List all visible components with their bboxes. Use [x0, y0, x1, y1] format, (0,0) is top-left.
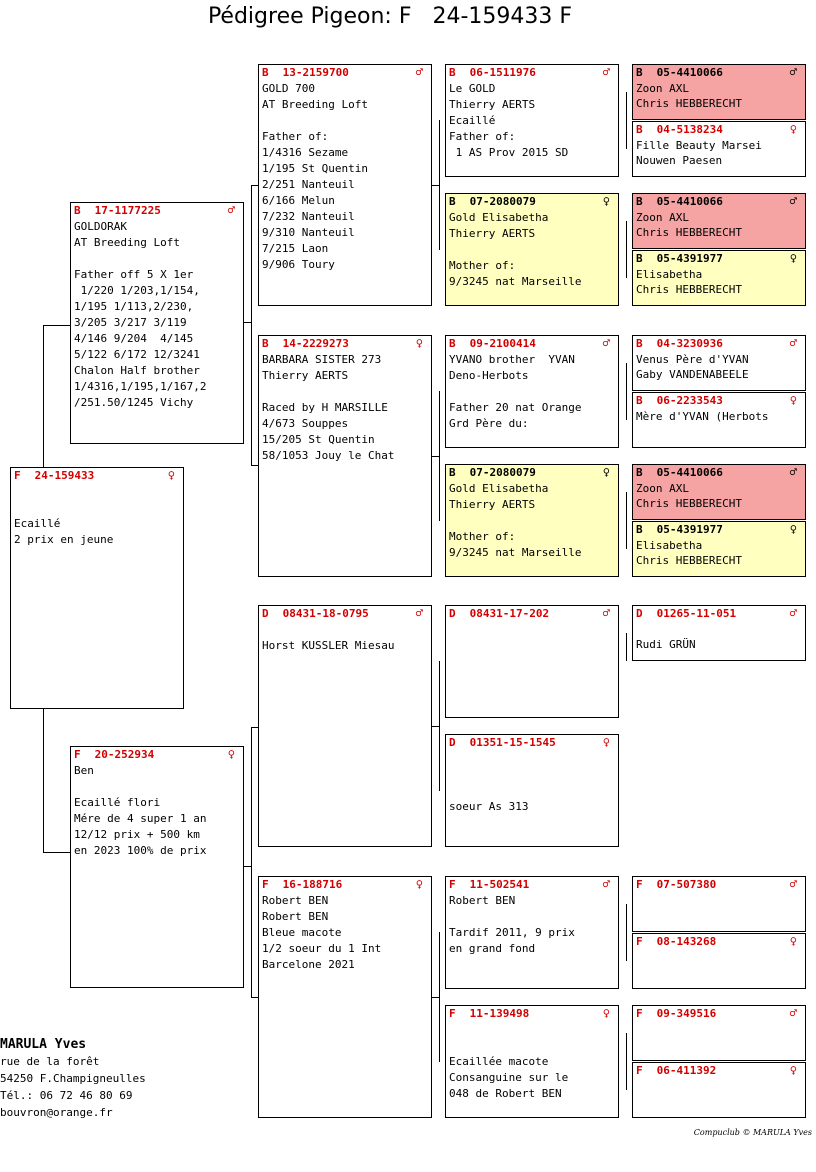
male-symbol-icon: ♂: [789, 465, 797, 479]
note-line: Thierry AERTS: [449, 498, 536, 511]
note-line: [262, 622, 431, 638]
note-line: Grd Père du:: [449, 417, 529, 430]
owner-address-city: 54250 F.Champigneulles: [0, 1072, 146, 1085]
ring-number: 08431-17-202: [469, 607, 550, 620]
ring-header: [633, 251, 805, 267]
father-card[interactable]: [70, 202, 244, 444]
connector-line: [626, 633, 627, 661]
note-line: Thierry AERTS: [449, 98, 536, 111]
ring-number: 04-3230936: [656, 337, 723, 350]
ring-number: 05-4391977: [656, 523, 723, 536]
ring-header: [633, 934, 805, 950]
note-line: [449, 783, 618, 799]
great-great-grandparent-card[interactable]: [632, 605, 806, 661]
ring-header: [71, 203, 243, 219]
connector-line: [43, 852, 70, 853]
great-grandparent-card[interactable]: [445, 876, 619, 989]
connector-line: [432, 456, 439, 457]
note-line: Chris HEBBERECHT: [636, 97, 742, 110]
note-line: GOLDORAK: [74, 220, 127, 233]
pigeon-notes: [446, 751, 618, 815]
note-line: Ecaillée macote: [449, 1055, 549, 1068]
great-grandparent-card[interactable]: [445, 335, 619, 448]
ring-number: 05-4410066: [656, 195, 723, 208]
connector-line: [251, 727, 258, 728]
ring-header: [446, 1006, 618, 1022]
mother-card[interactable]: [70, 746, 244, 988]
ring-prefix: D: [636, 607, 643, 620]
ring-number: 09-349516: [656, 1007, 717, 1020]
connector-line: [251, 997, 258, 998]
male-symbol-icon: ♂: [227, 203, 235, 217]
ring-prefix: F: [449, 878, 456, 891]
note-line: 5/122 6/172 12/3241: [74, 348, 200, 361]
ring-number: 01351-15-1545: [469, 736, 556, 749]
pigeon-notes: [633, 622, 805, 652]
connector-line: [439, 391, 440, 521]
female-symbol-icon: ♀: [789, 1063, 797, 1077]
pigeon-notes: [446, 1022, 618, 1102]
note-line: Mother of:: [449, 259, 516, 272]
note-line: Ben: [74, 764, 94, 777]
note-line: Le GOLD: [449, 82, 496, 95]
ring-prefix: F: [262, 878, 269, 891]
note-line: Gold Elisabetha: [449, 211, 549, 224]
footer-credit: Compuclub © MARULA Yves: [693, 1128, 812, 1137]
note-line: Father of:: [449, 130, 516, 143]
note-line: 1/4316,1/195,1/167,2: [74, 380, 207, 393]
note-line: 1/2 soeur du 1 Int: [262, 942, 382, 955]
female-symbol-icon: ♀: [789, 251, 797, 265]
note-line: 9/310 Nanteuil: [262, 226, 355, 239]
note-line: Tardif 2011, 9 prix: [449, 926, 575, 939]
note-line: GOLD 700: [262, 82, 315, 95]
note-line: Rudi GRÜN: [636, 638, 696, 651]
note-line: 2 prix en jeune: [14, 533, 114, 546]
male-symbol-icon: ♂: [602, 606, 610, 620]
note-line: [449, 751, 618, 767]
male-symbol-icon: ♂: [789, 65, 797, 79]
pigeon-notes: [446, 81, 618, 161]
great-grandparent-card[interactable]: [445, 464, 619, 577]
ring-prefix: F: [74, 748, 81, 761]
note-line: [449, 767, 618, 783]
connector-line: [439, 661, 440, 791]
pigeon-notes: [446, 481, 618, 561]
note-line: 1/220 1/203,1/154,: [74, 284, 200, 297]
ring-number: 09-2100414: [469, 337, 536, 350]
note-line: 58/1053 Jouy le Chat: [262, 449, 395, 462]
ring-number: 20-252934: [94, 748, 155, 761]
pigeon-notes: [259, 352, 431, 464]
note-line: Bleue macote: [262, 926, 342, 939]
note-line: AT Breeding Loft: [262, 98, 368, 111]
female-symbol-icon: ♀: [789, 122, 797, 136]
female-symbol-icon: ♀: [602, 735, 610, 749]
ring-prefix: B: [262, 337, 269, 350]
ring-number: 17-1177225: [94, 204, 161, 217]
connector-line: [626, 1033, 627, 1090]
connector-line: [439, 120, 440, 250]
connector-line: [432, 997, 439, 998]
note-line: Gaby VANDENABEELE: [636, 368, 749, 381]
note-line: 3/205 3/217 3/119: [74, 316, 187, 329]
great-great-grandparent-card[interactable]: [632, 1005, 806, 1061]
ring-prefix: B: [449, 195, 456, 208]
note-line: Chris HEBBERECHT: [636, 226, 742, 239]
ring-number: 11-139498: [469, 1007, 530, 1020]
pigeon-notes: [633, 352, 805, 382]
note-line: Ecaillé: [14, 517, 61, 530]
connector-line: [626, 363, 627, 420]
great-great-grandparent-card[interactable]: [632, 335, 806, 391]
note-line: Chris HEBBERECHT: [636, 283, 742, 296]
ring-number: 06-2233543: [656, 394, 723, 407]
pigeon-notes: [259, 893, 431, 973]
ring-prefix: F: [449, 1007, 456, 1020]
great-grandparent-card[interactable]: [445, 193, 619, 306]
ring-header: [446, 65, 618, 81]
great-great-grandparent-card[interactable]: [632, 121, 806, 177]
ring-header: [446, 735, 618, 751]
note-line: [636, 622, 805, 637]
ring-header: [446, 465, 618, 481]
pigeon-notes: [633, 481, 805, 511]
ring-prefix: D: [262, 607, 269, 620]
great-great-grandparent-card[interactable]: [632, 64, 806, 120]
pigeon-notes: [633, 267, 805, 297]
male-symbol-icon: ♂: [789, 194, 797, 208]
ring-number: 04-5138234: [656, 123, 723, 136]
note-line: [74, 779, 243, 795]
owner-block: [0, 1036, 146, 1121]
pigeon-notes: [633, 81, 805, 111]
ring-prefix: B: [449, 337, 456, 350]
owner-phone: Tél.: 06 72 46 80 69: [0, 1089, 133, 1102]
paternal-grandfather-card[interactable]: [258, 64, 432, 306]
male-symbol-icon: ♂: [789, 877, 797, 891]
note-line: 9/906 Toury: [262, 258, 335, 271]
note-line: [449, 1038, 618, 1054]
note-line: Robert BEN: [262, 894, 329, 907]
pigeon-notes: [259, 622, 431, 654]
ring-prefix: B: [636, 195, 643, 208]
note-line: 4/146 9/204 4/145: [74, 332, 194, 345]
ring-number: 06-1511976: [469, 66, 536, 79]
ring-header: [259, 336, 431, 352]
pigeon-notes: [633, 538, 805, 568]
note-line: Fille Beauty Marsei: [636, 139, 762, 152]
great-great-grandparent-card[interactable]: [632, 193, 806, 249]
note-line: /251.50/1245 Vichy: [74, 396, 194, 409]
connector-line: [43, 709, 44, 852]
pigeon-notes: [71, 763, 243, 859]
great-great-grandparent-card[interactable]: [632, 392, 806, 448]
ring-prefix: B: [449, 466, 456, 479]
note-line: Father of:: [262, 130, 329, 143]
ring-header: [71, 747, 243, 763]
ring-prefix: B: [449, 66, 456, 79]
note-line: Elisabetha: [636, 268, 703, 281]
note-line: [74, 251, 243, 267]
ring-prefix: F: [14, 469, 21, 482]
female-symbol-icon: ♀: [415, 877, 423, 891]
ring-number: 07-507380: [656, 878, 717, 891]
note-line: 7/215 Laon: [262, 242, 329, 255]
connector-line: [626, 492, 627, 549]
connector-line: [432, 185, 439, 186]
note-line: 15/205 St Quentin: [262, 433, 375, 446]
great-great-grandparent-card[interactable]: [632, 876, 806, 932]
note-line: 9/3245 nat Marseille: [449, 546, 582, 559]
ring-prefix: B: [636, 123, 643, 136]
ring-number: 16-188716: [282, 878, 343, 891]
ring-header: [633, 122, 805, 138]
female-symbol-icon: ♀: [602, 1006, 610, 1020]
ring-header: [259, 606, 431, 622]
connector-line: [43, 325, 44, 467]
ring-number: 05-4410066: [656, 466, 723, 479]
connector-line: [251, 185, 258, 186]
great-great-grandparent-card[interactable]: [632, 250, 806, 306]
ring-number: 11-502541: [469, 878, 530, 891]
connector-line: [626, 221, 627, 278]
note-line: 7/232 Nanteuil: [262, 210, 355, 223]
pigeon-notes: [633, 138, 805, 168]
note-line: Zoon AXL: [636, 211, 689, 224]
ring-prefix: F: [636, 1064, 643, 1077]
ring-header: [633, 522, 805, 538]
ring-prefix: B: [636, 252, 643, 265]
note-line: [262, 113, 431, 129]
female-symbol-icon: ♀: [789, 522, 797, 536]
note-line: 6/166 Melun: [262, 194, 335, 207]
connector-line: [626, 904, 627, 961]
connector-line: [244, 866, 251, 867]
ring-header: [259, 65, 431, 81]
pigeon-notes: [259, 81, 431, 273]
pigeon-notes: [446, 893, 618, 957]
pigeon-notes: [446, 352, 618, 432]
ring-number: 13-2159700: [282, 66, 349, 79]
ring-header: [446, 606, 618, 622]
ring-number: 01265-11-051: [656, 607, 737, 620]
ring-prefix: D: [449, 736, 456, 749]
connector-line: [439, 932, 440, 1062]
ring-number: 08-143268: [656, 935, 717, 948]
ring-prefix: D: [449, 607, 456, 620]
connector-line: [251, 465, 258, 466]
note-line: 12/12 prix + 500 km: [74, 828, 200, 841]
note-line: Ecaillé: [449, 114, 496, 127]
note-line: [14, 500, 183, 516]
note-line: [14, 484, 183, 500]
note-line: Nouwen Paesen: [636, 154, 723, 167]
ring-header: [633, 336, 805, 352]
great-great-grandparent-card[interactable]: [632, 933, 806, 989]
ring-header: [633, 1063, 805, 1079]
note-line: Zoon AXL: [636, 82, 689, 95]
great-grandparent-card[interactable]: [445, 605, 619, 718]
note-line: Horst KUSSLER Miesau: [262, 639, 395, 652]
note-line: 1/195 1/113,2/230,: [74, 300, 194, 313]
ring-header: [446, 336, 618, 352]
male-symbol-icon: ♂: [415, 65, 423, 79]
connector-line: [251, 727, 252, 997]
note-line: en grand fond: [449, 942, 536, 955]
male-symbol-icon: ♂: [415, 606, 423, 620]
pigeon-notes: [633, 210, 805, 240]
ring-number: 06-411392: [656, 1064, 717, 1077]
note-line: 048 de Robert BEN: [449, 1087, 562, 1100]
note-line: [449, 384, 618, 400]
note-line: soeur As 313: [449, 800, 529, 813]
ring-header: [11, 468, 183, 484]
male-symbol-icon: ♂: [789, 336, 797, 350]
female-symbol-icon: ♀: [789, 934, 797, 948]
great-grandparent-card[interactable]: [445, 1005, 619, 1118]
note-line: 1 AS Prov 2015 SD: [449, 146, 569, 159]
note-line: Chalon Half brother: [74, 364, 200, 377]
male-symbol-icon: ♂: [789, 1006, 797, 1020]
maternal-grandmother-card[interactable]: [258, 876, 432, 1118]
female-symbol-icon: ♀: [602, 194, 610, 208]
great-grandparent-card[interactable]: [445, 64, 619, 177]
note-line: 1/195 St Quentin: [262, 162, 368, 175]
ring-header: [633, 606, 805, 622]
note-line: [449, 513, 618, 529]
ring-header: [446, 877, 618, 893]
note-line: Mother of:: [449, 530, 516, 543]
great-grandparent-card[interactable]: [445, 734, 619, 847]
note-line: Raced by H MARSILLE: [262, 401, 388, 414]
pigeon-notes: [71, 219, 243, 411]
male-symbol-icon: ♂: [789, 606, 797, 620]
ring-prefix: B: [636, 394, 643, 407]
ring-header: [633, 65, 805, 81]
ring-prefix: B: [636, 466, 643, 479]
note-line: en 2023 100% de prix: [74, 844, 207, 857]
connector-line: [626, 92, 627, 149]
owner-email[interactable]: bouvron@orange.fr: [0, 1106, 113, 1119]
note-line: Thierry AERTS: [262, 369, 349, 382]
female-symbol-icon: ♀: [167, 468, 175, 482]
male-symbol-icon: ♂: [602, 336, 610, 350]
note-line: [449, 242, 618, 258]
ring-number: 07-2080079: [469, 466, 536, 479]
maternal-grandfather-card[interactable]: [258, 605, 432, 847]
pigeon-notes: [633, 409, 805, 424]
ring-prefix: F: [636, 1007, 643, 1020]
note-line: YVANO brother YVAN: [449, 353, 575, 366]
ring-header: [633, 877, 805, 893]
note-line: [449, 909, 618, 925]
note-line: Chris HEBBERECHT: [636, 554, 742, 567]
connector-line: [432, 726, 439, 727]
great-great-grandparent-card[interactable]: [632, 1062, 806, 1118]
note-line: Gold Elisabetha: [449, 482, 549, 495]
subject-pigeon-card[interactable]: [10, 467, 184, 709]
ring-number: 14-2229273: [282, 337, 349, 350]
owner-address-line: rue de la forêt: [0, 1055, 100, 1068]
ring-number: 08431-18-0795: [282, 607, 369, 620]
note-line: BARBARA SISTER 273: [262, 353, 382, 366]
ring-header: [633, 393, 805, 409]
ring-number: 05-4410066: [656, 66, 723, 79]
note-line: Mère d'YVAN (Herbots: [636, 410, 769, 423]
female-symbol-icon: ♀: [602, 465, 610, 479]
ring-prefix: B: [636, 523, 643, 536]
ring-number: 05-4391977: [656, 252, 723, 265]
note-line: 1/4316 Sezame: [262, 146, 349, 159]
note-line: 4/673 Souppes: [262, 417, 349, 430]
note-line: Chris HEBBERECHT: [636, 497, 742, 510]
note-line: Consanguine sur le: [449, 1071, 569, 1084]
ring-number: 24-159433: [34, 469, 95, 482]
ring-header: [633, 465, 805, 481]
note-line: Robert BEN: [449, 894, 516, 907]
note-line: Venus Père d'YVAN: [636, 353, 749, 366]
female-symbol-icon: ♀: [789, 393, 797, 407]
note-line: Thierry AERTS: [449, 227, 536, 240]
connector-line: [43, 325, 70, 326]
ring-prefix: F: [636, 935, 643, 948]
male-symbol-icon: ♂: [602, 65, 610, 79]
note-line: [449, 1022, 618, 1038]
ring-prefix: B: [74, 204, 81, 217]
note-line: Father off 5 X 1er: [74, 268, 194, 281]
ring-prefix: B: [636, 337, 643, 350]
note-line: Deno-Herbots: [449, 369, 529, 382]
note-line: Robert BEN: [262, 910, 329, 923]
paternal-grandmother-card[interactable]: [258, 335, 432, 577]
ring-prefix: B: [262, 66, 269, 79]
pigeon-notes: [11, 484, 183, 548]
connector-line: [244, 322, 251, 323]
owner-name: MARULA Yves: [0, 1037, 87, 1052]
ring-prefix: F: [636, 878, 643, 891]
ring-header: [259, 877, 431, 893]
note-line: Elisabetha: [636, 539, 703, 552]
note-line: AT Breeding Loft: [74, 236, 180, 249]
female-symbol-icon: ♀: [227, 747, 235, 761]
ring-number: 07-2080079: [469, 195, 536, 208]
note-line: Mére de 4 super 1 an: [74, 812, 207, 825]
note-line: [262, 384, 431, 400]
page-title: Pédigree Pigeon: F 24-159433 F: [207, 4, 573, 29]
great-great-grandparent-card[interactable]: [632, 521, 806, 577]
great-great-grandparent-card[interactable]: [632, 464, 806, 520]
ring-header: [446, 194, 618, 210]
female-symbol-icon: ♀: [415, 336, 423, 350]
note-line: 2/251 Nanteuil: [262, 178, 355, 191]
ring-prefix: B: [636, 66, 643, 79]
note-line: Ecaillé flori: [74, 796, 161, 809]
ring-header: [633, 1006, 805, 1022]
note-line: 9/3245 nat Marseille: [449, 275, 582, 288]
note-line: Zoon AXL: [636, 482, 689, 495]
note-line: Barcelone 2021: [262, 958, 355, 971]
connector-line: [251, 185, 252, 465]
male-symbol-icon: ♂: [602, 877, 610, 891]
note-line: Father 20 nat Orange: [449, 401, 582, 414]
pigeon-notes: [446, 210, 618, 290]
ring-header: [633, 194, 805, 210]
